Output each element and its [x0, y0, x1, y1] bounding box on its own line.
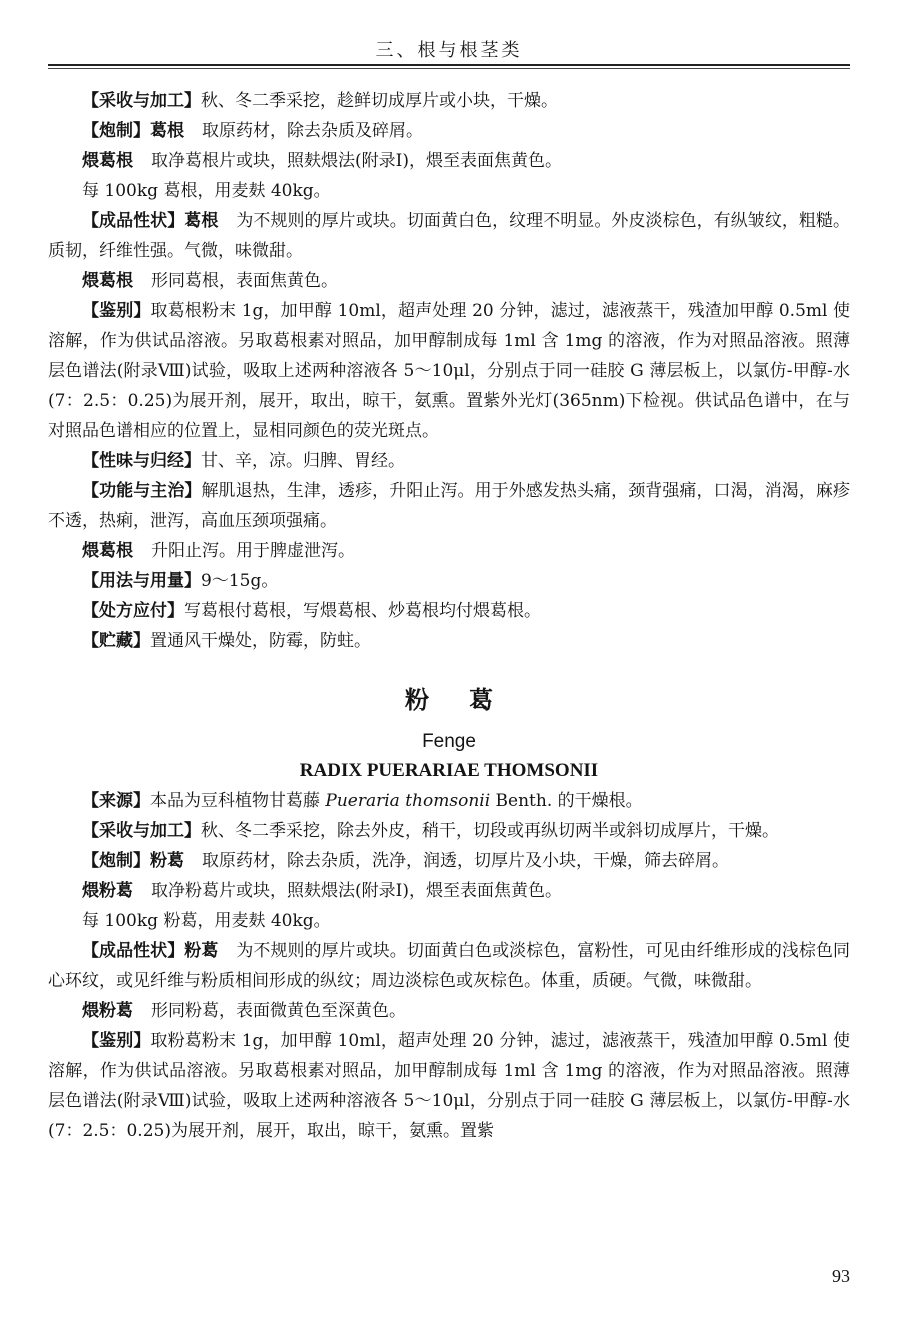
label: 【性味与归经】	[82, 451, 201, 471]
label: 煨粉葛	[82, 881, 133, 901]
paragraph-harvest	[48, 86, 850, 116]
text: 取葛根粉末 1g，加甲醇 10ml，超声处理 20 分钟，滤过，滤液蒸干，残渣加甲醇 0.5ml 使溶解，作为供试品溶液。另取葛根素对照品，加甲醇制成每 1ml 含 1mg 的溶液，作为对照品溶液。照薄层色谱法(附录Ⅷ)试验，吸取上述两种溶液各 5～10μl，分别点于同一硅胶 G 薄层板上，以氯仿-甲醇-水(7：2.5：0.25)为展开剂，展开，取出，晾干，氨熏。置紫外光灯(365nm)下检视。供试品色谱中，在与对照品色谱相应的位置上，显相同颜色的荧光斑点。	[48, 301, 850, 441]
label: 【功能与主治】	[82, 481, 202, 501]
text: 形同粉葛，表面微黄色至深黄色。	[151, 1001, 406, 1021]
text: 甘、辛，凉。归脾、胃经。	[201, 451, 405, 471]
header-rule-thick	[48, 64, 850, 66]
paragraph-source	[48, 786, 850, 816]
label: 【鉴别】	[82, 301, 151, 321]
text: 写葛根付葛根，写煨葛根、炒葛根均付煨葛根。	[184, 601, 541, 621]
page-number: 93	[832, 1266, 850, 1286]
paragraph-nature-meridian	[48, 446, 850, 476]
text: 升阳止泻。用于脾虚泄泻。	[151, 541, 355, 561]
text: 形同葛根，表面焦黄色。	[151, 271, 338, 291]
paragraph-identification	[48, 296, 850, 446]
paragraph-function	[48, 476, 850, 536]
label: 【成品性状】粉葛	[82, 941, 219, 961]
label: 煨葛根	[82, 271, 133, 291]
text: 取粉葛粉末 1g，加甲醇 10ml，超声处理 20 分钟，滤过，滤液蒸干，残渣加甲醇 0.5ml 使溶解，作为供试品溶液。另取葛根素对照品，加甲醇制成每 1ml 含 1mg 的溶液，作为对照品溶液。照薄层色谱法(附录Ⅷ)试验，吸取上述两种溶液各 5～10μl，分别点于同一硅胶 G 薄层板上，以氯仿-甲醇-水(7：2.5：0.25)为展开剂，展开，取出，晾干，氨熏。置紫	[48, 1031, 850, 1141]
paragraph-roasted-processing	[48, 876, 850, 906]
label: 【鉴别】	[82, 1031, 151, 1051]
paragraph-processing	[48, 846, 850, 876]
paragraph-prescription	[48, 596, 850, 626]
paragraph-storage	[48, 626, 850, 656]
running-header	[48, 0, 850, 70]
header-title: 三、根与根茎类	[375, 40, 523, 61]
species-name: Pueraria thomsonii	[325, 791, 491, 811]
entry-latin-name: RADIX PUERARIAE THOMSONII	[299, 760, 599, 781]
text: 为不规则的厚片或块。切面黄白色，纹理不明显。外皮淡棕色，有纵皱纹，粗糙。质韧，纤维性强。气微，味微甜。	[48, 211, 851, 261]
entry-pinyin: Fenge	[422, 731, 476, 752]
paragraph-ratio	[48, 176, 850, 206]
paragraph-characters	[48, 206, 850, 266]
paragraph-ratio	[48, 906, 850, 936]
label: 煨葛根	[82, 151, 133, 171]
paragraph-identification	[48, 1026, 850, 1146]
label: 【采收与加工】	[82, 91, 201, 111]
text: 每 100kg 葛根，用麦麸 40kg。	[82, 181, 331, 201]
text: 本品为豆科植物甘葛藤	[150, 791, 326, 811]
page-body	[48, 86, 850, 1146]
paragraph-roasted-characters	[48, 996, 850, 1026]
label: 【炮制】葛根	[82, 121, 184, 141]
label: 【成品性状】葛根	[82, 211, 219, 231]
label: 【用法与用量】	[82, 571, 201, 591]
label: 【贮藏】	[82, 631, 150, 651]
header-rule-thin	[48, 68, 850, 69]
paragraph-roasted-function	[48, 536, 850, 566]
text: 每 100kg 粉葛，用麦麸 40kg。	[82, 911, 331, 931]
text: 9～15g。	[201, 571, 279, 591]
paragraph-roasted-processing	[48, 146, 850, 176]
label: 【炮制】粉葛	[82, 851, 184, 871]
text: 取净粉葛片或块，照麸煨法(附录Ⅰ)，煨至表面焦黄色。	[151, 881, 562, 901]
entry-title: 粉葛	[405, 686, 533, 714]
text: 解肌退热，生津，透疹，升阳止泻。用于外感发热头痛，颈背强痛，口渴，消渴，麻疹不透，热痢，泄泻，高血压颈项强痛。	[48, 481, 851, 531]
text: Benth. 的干燥根。	[490, 791, 643, 811]
paragraph-processing	[48, 116, 850, 146]
text: 为不规则的厚片或块。切面黄白色或淡棕色，富粉性，可见由纤维形成的浅棕色同心环纹，或见纤维与粉质相间形成的纵纹；周边淡棕色或灰棕色。体重，质硬。气微，味微甜。	[48, 941, 851, 991]
paragraph-roasted-characters	[48, 266, 850, 296]
label: 【来源】	[82, 791, 150, 811]
text: 取原药材，除去杂质及碎屑。	[202, 121, 423, 141]
paragraph-harvest	[48, 816, 850, 846]
text: 置通风干燥处，防霉，防蛀。	[150, 631, 371, 651]
text: 取原药材，除去杂质，洗净，润透，切厚片及小块，干燥，筛去碎屑。	[202, 851, 729, 871]
label: 煨葛根	[82, 541, 133, 561]
text: 秋、冬二季采挖，趁鲜切成厚片或小块，干燥。	[201, 91, 558, 111]
text: 秋、冬二季采挖，除去外皮，稍干，切段或再纵切两半或斜切成厚片，干燥。	[201, 821, 779, 841]
text: 取净葛根片或块，照麸煨法(附录Ⅰ)，煨至表面焦黄色。	[151, 151, 562, 171]
label: 【采收与加工】	[82, 821, 201, 841]
label: 煨粉葛	[82, 1001, 133, 1021]
label: 【处方应付】	[82, 601, 184, 621]
paragraph-characters	[48, 936, 850, 996]
paragraph-dosage	[48, 566, 850, 596]
